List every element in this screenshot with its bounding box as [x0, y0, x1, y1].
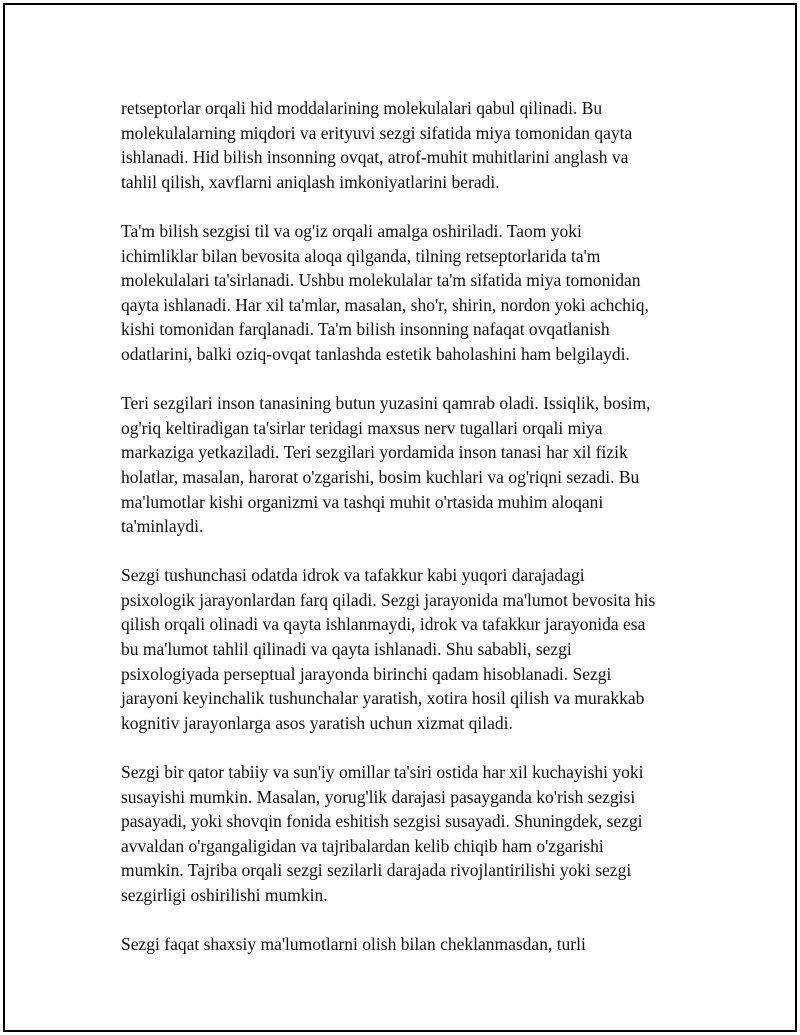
paragraph-taste: [121, 219, 701, 367]
text-line: pasayadi, yoki shovqin fonida eshitish sezgisi susayadi. Shuningdek, sezgi: [121, 811, 643, 832]
text-line: tahlil qilish, xavflarni aniqlash imkoniyatlarini beradi.: [121, 171, 500, 192]
text-line: holatlar, masalan, harorat o'zgarishi, bosim kuchlari va og'riqni sezadi. Bu: [121, 466, 640, 487]
paragraph-final: [121, 932, 701, 957]
paragraph-factors: [121, 760, 701, 908]
text-line: Teri sezgilari inson tanasining butun yuzasini qamrab oladi. Issiqlik, bosim,: [121, 393, 651, 414]
text-line: retseptorlar orqali hid moddalarining molekulalari qabul qilinadi. Bu: [121, 98, 603, 118]
text-line: jarayoni keyinchalik tushunchalar yaratish, xotira hosil qilish va murakkab: [121, 688, 645, 709]
text-line: ta'minlaydi.: [121, 516, 204, 537]
paragraph-concept: [121, 563, 701, 735]
text-line: Sezgi tushunchasi odatda idrok va tafakkur kabi yuqori darajadagi: [121, 565, 585, 586]
text-line: bu ma'lumot tahlil qilinadi va qayta ishlanadi. Shu sababli, sezgi: [121, 639, 572, 660]
text-line: kognitiv jarayonlarga asos yaratish uchun xizmat qiladi.: [121, 712, 513, 733]
text-line: odatlarini, balki oziq-ovqat tanlashda estetik baholashini ham belgilaydi.: [121, 343, 630, 364]
paragraph-smell: [121, 96, 701, 194]
text-line: og'riq keltiradigan ta'sirlar teridagi maxsus nerv tugallari orqali miya: [121, 417, 603, 438]
text-line: avvaldan o'rgangaligidan va tajribalardan kelib chiqib ham o'zgarishi: [121, 835, 604, 856]
text-line: markaziga yetkaziladi. Teri sezgilari yordamida inson tanasi har xil fizik: [121, 442, 628, 463]
text-line: qilish orqali olinadi va qayta ishlanmaydi, idrok va tafakkur jarayonida esa: [121, 614, 646, 635]
text-line: molekulalarning miqdori va erityuvi sezgi sifatida miya tomonidan qayta: [121, 122, 633, 143]
paragraph-skin: [121, 391, 701, 539]
text-line: ishlanadi. Hid bilish insonning ovqat, atrof-muhit muhitlarini anglash va: [121, 147, 629, 168]
text-line: Ta'm bilish sezgisi til va og'iz orqali amalga oshiriladi. Taom yoki: [121, 220, 582, 241]
document-page: [3, 3, 797, 1032]
text-line: Sezgi bir qator tabiiy va sun'iy omillar ta'siri ostida har xil kuchayishi yoki: [121, 762, 644, 783]
text-line: molekulalari ta'sirlanadi. Ushbu molekulalar ta'm sifatida miya tomonidan: [121, 270, 641, 291]
text-line: susayishi mumkin. Masalan, yorug'lik darajasi pasayganda ko'rish sezgisi: [121, 786, 636, 807]
text-line: mumkin. Tajriba orqali sezgi sezilarli darajada rivojlantirilishi yoki sezgi: [121, 860, 632, 881]
text-line: psixologiyada perseptual jarayonda birinchi qadam hisoblanadi. Sezgi: [121, 663, 612, 684]
text-line: Sezgi faqat shaxsiy ma'lumotlarni olish bilan cheklanmasdan, turli: [121, 934, 586, 955]
text-line: ma'lumotlar kishi organizmi va tashqi muhit o'rtasida muhim aloqani: [121, 491, 604, 512]
text-line: psixologik jarayonlardan farq qiladi. Sezgi jarayonida ma'lumot bevosita his: [121, 589, 656, 610]
document-body: [121, 96, 701, 981]
text-line: sezgirligi oshirilishi mumkin.: [121, 885, 328, 905]
text-line: ichimliklar bilan bevosita aloqa qilganda, tilning retseptorlarida ta'm: [121, 245, 601, 266]
text-line: kishi tomonidan farqlanadi. Ta'm bilish insonning nafaqat ovqatlanish: [121, 319, 610, 340]
text-line: qayta ishlanadi. Har xil ta'mlar, masalan, sho'r, shirin, nordon yoki achchiq,: [121, 294, 649, 315]
